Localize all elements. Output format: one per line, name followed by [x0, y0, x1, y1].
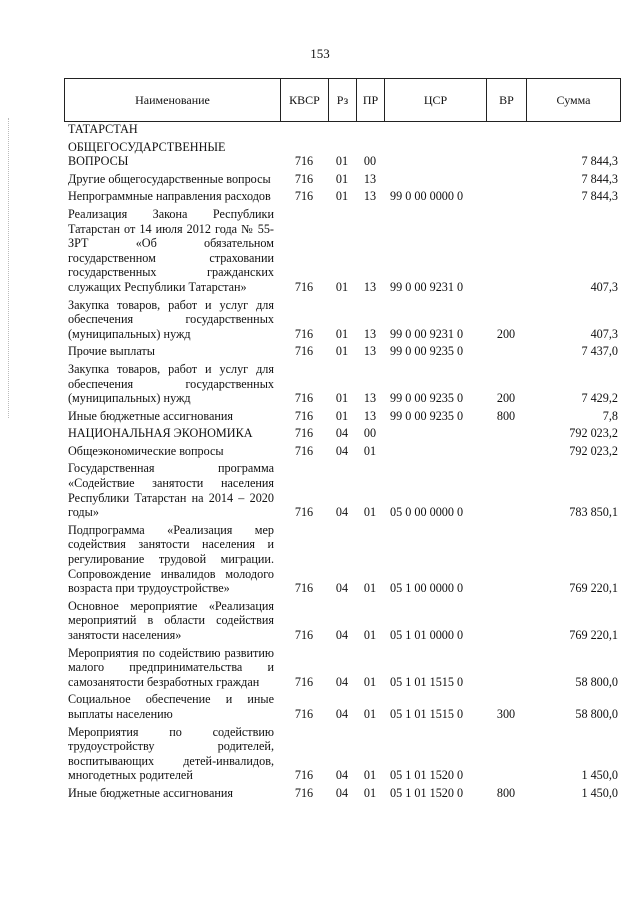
cell-rz: 01 — [335, 171, 349, 186]
cell-kvsr: 716 — [294, 426, 314, 441]
cell-sum: 783 850,1 — [569, 505, 618, 520]
cell-rz — [328, 122, 356, 137]
cell-rz: 04 — [335, 443, 349, 458]
cell-kvsr: 716 — [294, 408, 314, 423]
cell-kvsr: 716 — [294, 581, 314, 596]
cell-vr — [486, 169, 526, 187]
cell-vr — [486, 520, 526, 596]
table-row — [64, 341, 620, 359]
cell-csr: 99 0 00 9235 0 — [390, 391, 464, 406]
header-rz: Рз — [329, 79, 357, 122]
cell-name: Основное мероприятие «Реализация мероприятий в области содействия занятости населения» — [68, 598, 274, 642]
cell-name: Иные бюджетные ассигнования — [68, 785, 234, 800]
cell-vr — [486, 122, 526, 137]
cell-pr: 13 — [363, 408, 377, 423]
cell-rz: 01 — [335, 154, 349, 169]
cell-name: Общеэкономические вопросы — [68, 443, 224, 458]
cell-csr — [384, 423, 486, 441]
cell-kvsr: 716 — [294, 391, 314, 406]
cell-csr: 05 0 00 0000 0 — [390, 505, 464, 520]
cell-rz: 01 — [335, 279, 349, 294]
table-row — [64, 783, 620, 801]
cell-kvsr: 716 — [294, 171, 314, 186]
table-row — [64, 122, 620, 137]
table-row — [64, 186, 620, 204]
cell-vr — [486, 441, 526, 459]
cell-vr: 200 — [496, 326, 516, 341]
cell-vr — [486, 596, 526, 643]
cell-pr: 00 — [363, 426, 377, 441]
cell-kvsr: 716 — [294, 674, 314, 689]
cell-name: Иные бюджетные ассигнования — [68, 408, 234, 423]
table-body — [64, 122, 620, 801]
cell-kvsr: 716 — [294, 505, 314, 520]
cell-kvsr: 716 — [294, 628, 314, 642]
page-number: 153 — [310, 46, 330, 61]
cell-rz: 04 — [335, 581, 349, 596]
table-row — [64, 359, 620, 406]
cell-vr — [486, 341, 526, 359]
cell-sum: 407,3 — [590, 279, 618, 294]
cell-vr — [486, 722, 526, 783]
cell-name: Прочие выплаты — [68, 344, 155, 359]
cell-sum: 7 844,3 — [581, 189, 618, 204]
cell-vr: 200 — [496, 391, 516, 406]
cell-csr: 05 1 00 0000 0 — [390, 581, 464, 596]
table-header — [64, 78, 621, 122]
cell-sum: 792 023,2 — [569, 443, 618, 458]
cell-csr: 05 1 01 1515 0 — [390, 706, 464, 721]
cell-sum: 769 220,1 — [569, 628, 618, 642]
cell-name: Закупка товаров, работ и услуг для обеспечения государственных (муниципальных) нужд — [68, 361, 274, 406]
cell-csr: 05 1 01 1520 0 — [390, 785, 464, 800]
cell-csr: 99 0 00 9231 0 — [390, 279, 464, 294]
cell-rz: 01 — [335, 408, 349, 423]
header-pr: ПР — [357, 79, 385, 122]
table-row — [64, 423, 620, 441]
cell-kvsr: 716 — [294, 279, 314, 294]
cell-pr: 13 — [363, 344, 377, 359]
cell-sum: 7 844,3 — [581, 154, 618, 169]
cell-csr — [384, 169, 486, 187]
cell-sum: 769 220,1 — [569, 581, 618, 596]
cell-pr: 00 — [363, 154, 377, 169]
cell-sum: 792 023,2 — [569, 426, 618, 441]
cell-name: Другие общегосударственные вопросы — [68, 171, 271, 186]
table-row — [64, 204, 620, 295]
cell-pr — [356, 122, 384, 137]
header-name: Наименование — [65, 79, 281, 122]
cell-kvsr: 716 — [294, 154, 314, 169]
cell-sum: 58 800,0 — [575, 706, 618, 721]
cell-pr: 01 — [363, 706, 377, 721]
cell-csr: 99 0 00 9235 0 — [390, 408, 464, 423]
cell-name: Социальное обеспечение и иные выплаты населению — [68, 692, 274, 721]
table-row — [64, 596, 620, 643]
cell-name: Реализация Закона Республики Татарстан от 14 июля 2012 года № 55-ЗРТ «Об обязательном государственном страховании государственных гражданских служащих Республики Татарстан» — [68, 206, 274, 294]
table-row — [64, 406, 620, 424]
cell-pr: 13 — [363, 279, 377, 294]
cell-rz: 04 — [335, 426, 349, 441]
cell-name: Мероприятия по содействию трудоустройству родителей, воспитывающих детей-инвалидов, многодетных родителей — [68, 724, 274, 783]
cell-rz: 04 — [335, 785, 349, 800]
table-row — [64, 137, 620, 169]
cell-csr — [384, 137, 486, 169]
cell-rz: 04 — [335, 706, 349, 721]
cell-csr: 05 1 01 0000 0 — [390, 628, 464, 642]
cell-vr — [486, 643, 526, 690]
cell-sum — [526, 122, 620, 137]
cell-csr: 99 0 00 9235 0 — [390, 344, 464, 359]
cell-name: Мероприятия по содействию развитию малого предпринимательства и самозанятости безработных граждан — [68, 645, 274, 689]
header-vr: ВР — [487, 79, 527, 122]
table-row — [64, 722, 620, 783]
table-row — [64, 295, 620, 342]
cell-pr: 13 — [363, 189, 377, 204]
cell-kvsr: 716 — [294, 768, 314, 783]
cell-name: Закупка товаров, работ и услуг для обеспечения государственных (муниципальных) нужд — [68, 297, 274, 341]
cell-pr: 13 — [363, 326, 377, 341]
cell-vr — [486, 204, 526, 295]
cell-pr: 01 — [363, 785, 377, 800]
cell-csr — [384, 441, 486, 459]
cell-kvsr: 716 — [294, 344, 314, 359]
cell-vr: 300 — [496, 706, 516, 721]
cell-vr: 800 — [496, 408, 516, 423]
table-row — [64, 689, 620, 721]
cell-sum: 407,3 — [590, 326, 618, 341]
table-row — [64, 169, 620, 187]
cell-rz: 01 — [335, 391, 349, 406]
cell-csr: 99 0 00 0000 0 — [390, 189, 464, 204]
table-row — [64, 441, 620, 459]
cell-sum: 7 429,2 — [581, 391, 618, 406]
cell-name: Государственная программа «Содействие занятости населения Республики Татарстан на 2014 – 2020 годы» — [68, 461, 274, 520]
cell-pr: 01 — [363, 505, 377, 520]
binding-margin-line — [8, 118, 9, 418]
cell-sum: 7 437,0 — [581, 344, 618, 359]
cell-vr — [486, 458, 526, 519]
cell-vr — [486, 423, 526, 441]
cell-name: ОБЩЕГОСУДАРСТВЕННЫЕ ВОПРОСЫ — [68, 139, 226, 169]
header-kvsr: КВСР — [281, 79, 329, 122]
cell-kvsr: 716 — [294, 326, 314, 341]
cell-pr: 01 — [363, 674, 377, 689]
cell-name: Непрограммные направления расходов — [68, 189, 271, 204]
cell-name: НАЦИОНАЛЬНАЯ ЭКОНОМИКА — [68, 426, 253, 441]
cell-csr: 05 1 01 1515 0 — [390, 674, 464, 689]
cell-kvsr — [280, 122, 328, 137]
cell-sum: 58 800,0 — [575, 674, 618, 689]
cell-vr: 800 — [496, 785, 516, 800]
table-row — [64, 520, 620, 596]
cell-csr — [384, 122, 486, 137]
cell-kvsr: 716 — [294, 706, 314, 721]
cell-kvsr: 716 — [294, 443, 314, 458]
table-row — [64, 643, 620, 690]
cell-rz: 04 — [335, 768, 349, 783]
cell-kvsr: 716 — [294, 189, 314, 204]
cell-rz: 04 — [335, 628, 349, 642]
header-sum: Сумма — [527, 79, 621, 122]
cell-pr: 01 — [363, 768, 377, 783]
cell-pr: 13 — [363, 171, 377, 186]
cell-vr — [486, 186, 526, 204]
cell-rz: 04 — [335, 505, 349, 520]
cell-csr: 99 0 00 9231 0 — [390, 326, 464, 341]
cell-name: ТАТАРСТАН — [68, 122, 138, 136]
cell-kvsr: 716 — [294, 785, 314, 800]
cell-sum: 7,8 — [602, 408, 618, 423]
cell-name: Подпрограмма «Реализация мер содействия занятости населения и регулирование трудовой миграции. Сопровождение инвалидов молодого возраста при трудоустройстве» — [68, 522, 274, 596]
cell-sum: 1 450,0 — [581, 768, 618, 783]
cell-pr: 01 — [363, 443, 377, 458]
cell-rz: 01 — [335, 326, 349, 341]
header-csr: ЦСР — [385, 79, 487, 122]
cell-rz: 04 — [335, 674, 349, 689]
cell-rz: 01 — [335, 189, 349, 204]
cell-vr — [486, 137, 526, 169]
budget-table — [64, 78, 620, 801]
table-row — [64, 458, 620, 519]
cell-pr: 01 — [363, 581, 377, 596]
cell-sum: 7 844,3 — [581, 171, 618, 186]
cell-csr: 05 1 01 1520 0 — [390, 768, 464, 783]
cell-sum: 1 450,0 — [581, 785, 618, 800]
cell-pr: 13 — [363, 391, 377, 406]
cell-rz: 01 — [335, 344, 349, 359]
cell-pr: 01 — [363, 628, 377, 642]
